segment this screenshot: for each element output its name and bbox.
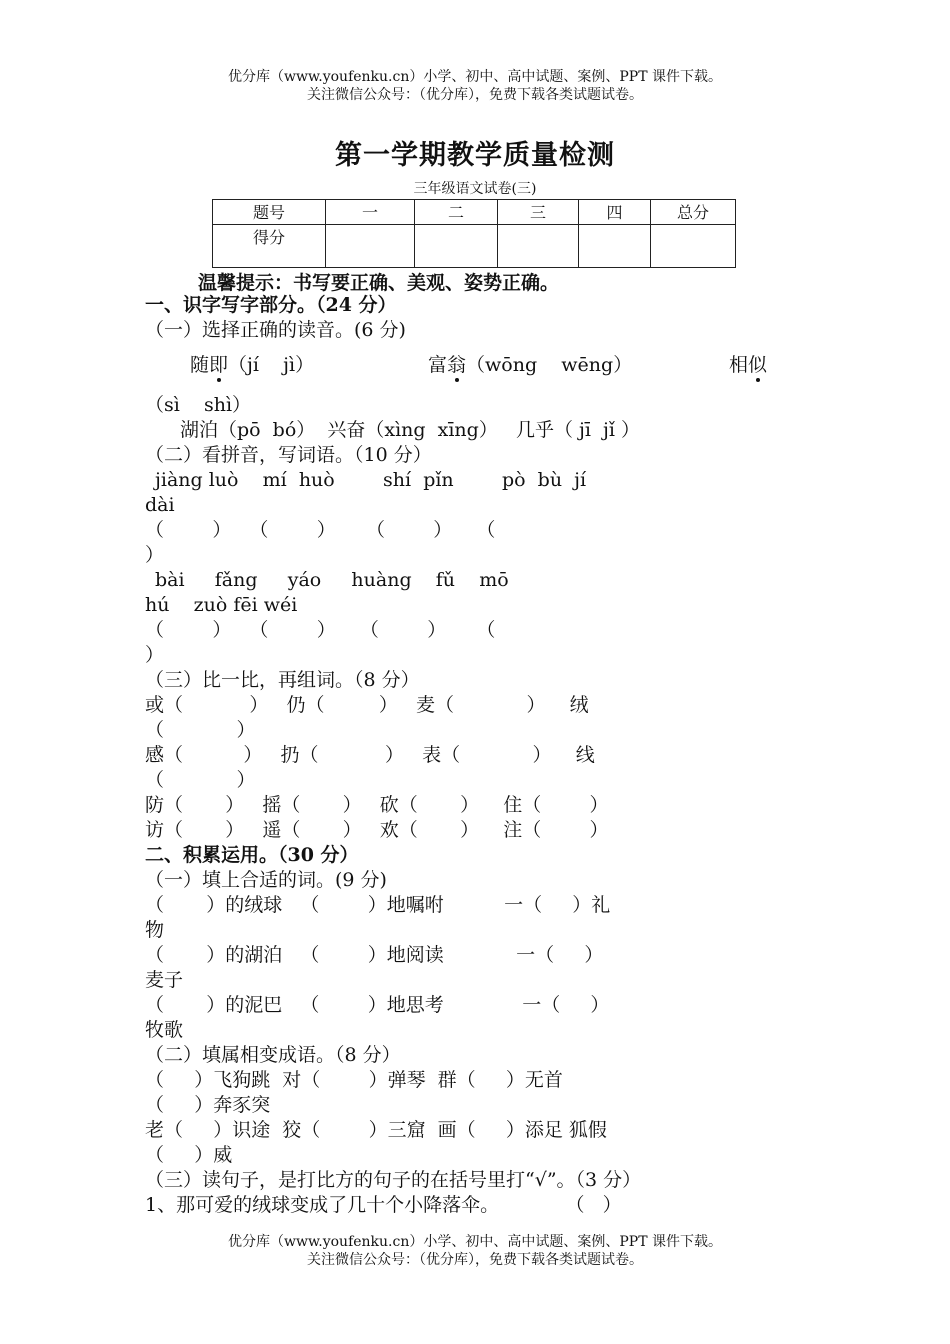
s1-part2-heading: （二）看拼音，写词语。（10 分） bbox=[145, 444, 432, 466]
compare-row-wrap[interactable]: （ ） bbox=[145, 719, 256, 741]
idiom-row[interactable]: 老（ ）识途 狡（ ）三窟 画（ ）添足 狐假 bbox=[145, 1119, 607, 1141]
pinyin-item: 随即（jí jì） bbox=[190, 354, 315, 376]
idiom-row[interactable]: （ ）飞狗跳 对（ ）弹琴 群（ ）无首 bbox=[145, 1069, 563, 1091]
score-input-cell[interactable] bbox=[579, 225, 651, 268]
pinyin-row-wrap: dài bbox=[145, 494, 175, 516]
score-header-cell: 一 bbox=[326, 200, 415, 225]
s2-part3-heading: （三）读句子，是打比方的句子的在括号里打“√”。（3 分） bbox=[145, 1169, 642, 1191]
pinyin-row: jiàng luò mí huò shí pǐn pò bù jí bbox=[155, 469, 587, 491]
score-header-cell: 二 bbox=[415, 200, 498, 225]
score-input-cell[interactable] bbox=[415, 225, 498, 268]
compare-row-wrap[interactable]: （ ） bbox=[145, 769, 256, 791]
sentence-item[interactable]: 1、那可爱的绒球变成了几十个小降落伞。 （ ） bbox=[145, 1194, 622, 1216]
pinyin-item: 富翁（wōng wēng） bbox=[428, 354, 633, 376]
pinyin-item: 相似 bbox=[729, 354, 768, 376]
compare-row[interactable]: 防（ ） 摇（ ） 砍（ ） 住（ ） bbox=[145, 794, 609, 816]
page-subtitle: 三年级语文试卷(三) bbox=[413, 181, 537, 197]
answer-brackets[interactable]: （ ） （ ） （ ） （ bbox=[145, 619, 496, 641]
pinyin-line: 湖泊（pō bó） 兴奋（xìng xīng） 几乎（ jī jǐ ） bbox=[180, 419, 641, 441]
pinyin-row-wrap: hú zuò fēi wéi bbox=[145, 594, 298, 616]
footer-line-2: 关注微信公众号：（优分库），免费下载各类试题试卷。 bbox=[307, 1252, 643, 1268]
answer-brackets-wrap[interactable]: ） bbox=[145, 644, 165, 666]
score-input-cell[interactable] bbox=[651, 225, 736, 268]
score-input-cell[interactable] bbox=[326, 225, 415, 268]
fill-word-row[interactable]: （ ）的绒球 （ ）地嘱咐 一（ ）礼 bbox=[145, 894, 611, 916]
score-header-cell: 四 bbox=[579, 200, 651, 225]
score-table bbox=[212, 199, 736, 268]
score-row-label: 得分 bbox=[213, 225, 326, 268]
pinyin-row: bài fǎng yáo huàng fǔ mō bbox=[155, 569, 509, 591]
idiom-row-wrap[interactable]: （ ）奔豕突 bbox=[145, 1094, 271, 1116]
fill-word-row-wrap: 牧歌 bbox=[145, 1019, 184, 1041]
s1-part3-heading: （三）比一比，再组词。（8 分） bbox=[145, 669, 420, 691]
page-title: 第一学期教学质量检测 bbox=[335, 140, 615, 171]
header-line-2: 关注微信公众号：（优分库），免费下载各类试题试卷。 bbox=[307, 87, 643, 103]
pinyin-item-options: （sì shì） bbox=[145, 394, 252, 416]
score-header-cell: 题号 bbox=[213, 200, 326, 225]
compare-row[interactable]: 感（ ） 扔（ ） 表（ ） 线 bbox=[145, 744, 595, 766]
s2-part1-heading: （一）填上合适的词。(9 分) bbox=[145, 869, 387, 891]
section-2-heading: 二、积累运用。（30 分） bbox=[145, 844, 359, 866]
fill-word-row[interactable]: （ ）的泥巴 （ ）地思考 一（ ） bbox=[145, 994, 610, 1016]
compare-row[interactable]: 访（ ） 遥（ ） 欢（ ） 注（ ） bbox=[145, 819, 609, 841]
fill-word-row-wrap: 物 bbox=[145, 919, 165, 941]
fill-word-row-wrap: 麦子 bbox=[145, 969, 184, 991]
score-header-cell: 总分 bbox=[651, 200, 736, 225]
answer-brackets-wrap[interactable]: ） bbox=[145, 544, 165, 566]
header-line-1: 优分库（www.youfenku.cn）小学、初中、高中试题、案例、PPT 课件下载。 bbox=[227, 69, 722, 85]
section-1-heading: 一、识字写字部分。（24 分） bbox=[145, 294, 397, 316]
tip-text: 温馨提示：书写要正确、美观、姿势正确。 bbox=[198, 272, 560, 294]
s1-part1-heading: （一）选择正确的读音。(6 分) bbox=[145, 319, 406, 341]
footer-line-1: 优分库（www.youfenku.cn）小学、初中、高中试题、案例、PPT 课件下载。 bbox=[227, 1234, 722, 1250]
score-input-cell[interactable] bbox=[498, 225, 579, 268]
fill-word-row[interactable]: （ ）的湖泊 （ ）地阅读 一（ ） bbox=[145, 944, 604, 966]
s2-part2-heading: （二）填属相变成语。（8 分） bbox=[145, 1044, 401, 1066]
answer-brackets[interactable]: （ ） （ ） （ ） （ bbox=[145, 519, 496, 541]
compare-row[interactable]: 或（ ） 仍（ ） 麦（ ） 绒 bbox=[145, 694, 589, 716]
idiom-row-wrap[interactable]: （ ）威 bbox=[145, 1144, 233, 1166]
score-header-cell: 三 bbox=[498, 200, 579, 225]
